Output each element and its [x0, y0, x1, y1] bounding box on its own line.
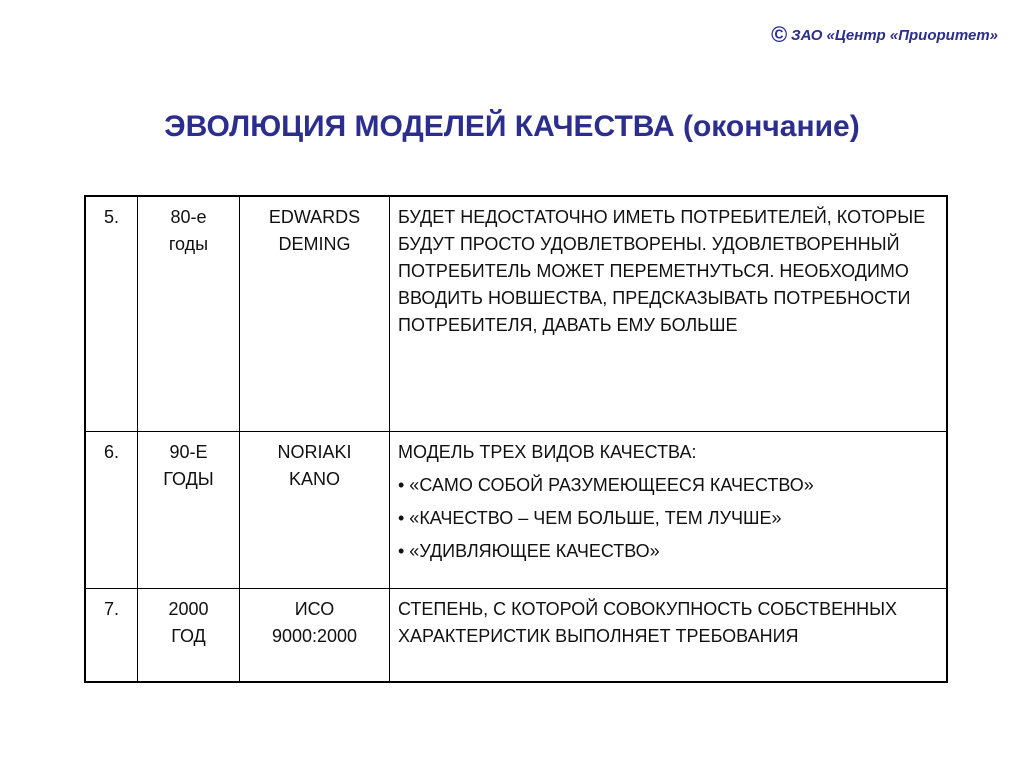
author-line: EDWARDS [268, 207, 361, 227]
row-author [240, 431, 390, 588]
author-line: DEMING [278, 234, 351, 254]
row-author [240, 588, 390, 682]
row-description: БУДЕТ НЕДОСТАТОЧНО ИМЕТЬ ПОТРЕБИТЕЛЕЙ, КОТОРЫЕ БУДУТ ПРОСТО УДОВЛЕТВОРЕНЫ. УДОВЛЕТВОРЕННЫЙ ПОТРЕБИТЕЛЬ МОЖЕТ ПЕРЕМЕТНУТЬСЯ. НЕОБХОДИМО ВВОДИТЬ НОВШЕСТВА, ПРЕДСКАЗЫВАТЬ ПОТРЕБНОСТИ ПОТРЕБИТЕЛЯ, ДАВАТЬ ЕМУ БОЛЬШЕ [390, 196, 948, 431]
description-bullet: • «УДИВЛЯЮЩЕЕ КАЧЕСТВО» [398, 540, 660, 561]
author-line: ИСО [294, 598, 335, 619]
author-line: 9000:2000 [271, 625, 358, 646]
author-line: KANO [288, 468, 340, 489]
row-period [138, 431, 240, 588]
row-description: СТЕПЕНЬ, С КОТОРОЙ СОВОКУПНОСТЬ СОБСТВЕННЫХ ХАРАКТЕРИСТИК ВЫПОЛНЯЕТ ТРЕБОВАНИЯ [390, 588, 948, 682]
row-author [240, 196, 390, 431]
description-bullet: • «КАЧЕСТВО – ЧЕМ БОЛЬШЕ, ТЕМ ЛУЧШЕ» [398, 507, 782, 528]
period-line: ГОДЫ [163, 468, 214, 489]
description-bullet: • «САМО СОБОЙ РАЗУМЕЮЩЕЕСЯ КАЧЕСТВО» [398, 474, 814, 495]
table-row [85, 196, 947, 431]
period-line: 90-Е [169, 441, 208, 462]
row-period [138, 588, 240, 682]
slide-title: ЭВОЛЮЦИЯ МОДЕЛЕЙ КАЧЕСТВА (окончание) [164, 110, 860, 143]
row-number: 6. [85, 431, 138, 588]
author-line: NORIAKI [277, 441, 352, 462]
row-period [138, 196, 240, 431]
period-line: 2000 [168, 598, 209, 619]
table-row [85, 431, 947, 588]
row-description [390, 431, 948, 588]
row-number: 5. [85, 196, 138, 431]
copyright-symbol: © [770, 22, 787, 47]
copyright-text: ЗАО «Центр «Приоритет» [790, 27, 998, 44]
table-row [85, 588, 947, 682]
period-line: годы [168, 234, 209, 254]
quality-models-table [84, 195, 948, 683]
period-line: 80-е [170, 207, 207, 227]
copyright-notice [771, 22, 998, 48]
row-number: 7. [85, 588, 138, 682]
description-lead: МОДЕЛЬ ТРЕХ ВИДОВ КАЧЕСТВА: [398, 441, 697, 462]
period-line: ГОД [171, 625, 206, 646]
